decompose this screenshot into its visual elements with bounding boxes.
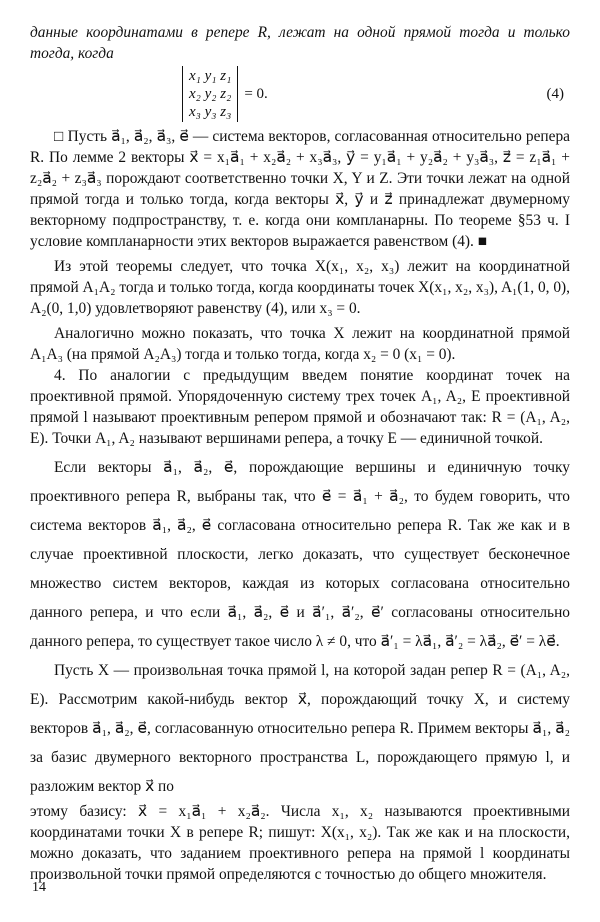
paragraph-coordinate-line: Из этой теоремы следует, что точка X(x₁, x₂, x₃) лежит на координатной прямой A₁A₂ тогда и только тогда, когда координаты точек X(x₁, x₂, x₃), A₁(1, 0, 0), A₂(0, 1,0) удовлетворяют равенству (4), или x₃ = 0. xyxy=(30,258,570,317)
proof-paragraph: □ Пусть a⃗₁, a⃗₂, a⃗₃, e⃗ — система векторов, согласованная относительно репера R. По лемме 2 векторы x⃗ = x₁a⃗₁ + x₂a⃗₂ + x₃a⃗₃, y⃗ = y₁a⃗₁ + y₂a⃗₂ + y₃a⃗₃, z⃗ = z₁a⃗₁ + z₂a⃗₂ + z₃a⃗₃ порождают соответственно точки X, Y и Z. Эти точки лежат на одной прямой тогда и только тогда, когда векторы x⃗, y⃗ и z⃗ принадлежат двумерному векторному подпространству, т. е. когда они компланарны. По теореме §53 ч. I условие компланарности этих векторов выражается равенством (4). ■ xyxy=(30,128,570,250)
determinant-equals-zero: = 0. xyxy=(244,85,268,102)
determinant-row-3: x₃ y₃ z₃ xyxy=(189,104,232,120)
paragraph-projective-frame: 4. По аналогии с предыдущим введем понятие координат точек на проективной прямой. Упорядоченную систему трех точек A₁, A₂, E проективной прямой l называют проективным репером прямой и обозначают так: R = (A₁, A₂, E). Точки A₁, A₂ называют вершинами репера, а точку E — единичной точкой. xyxy=(30,367,570,447)
equation-4 xyxy=(30,66,570,122)
paragraph-arbitrary-point: Пусть X — произвольная точка прямой l, на которой задан репер R = (A₁, A₂, E). Рассмотрим какой-нибудь вектор x⃗, порождающий точку X, и систему векторов a⃗₁, a⃗₂, e⃗, согласованную относительно репера R. Примем векторы a⃗₁, a⃗₂ за базис двумерного векторного пространства L, порождающего прямую l, и разложим вектор x⃗ по xyxy=(30,662,570,795)
determinant-row-1: x₁ y₁ z₁ xyxy=(189,68,232,84)
equation-number: (4) xyxy=(546,85,564,102)
page-body xyxy=(30,22,570,885)
determinant-expression xyxy=(182,66,268,122)
paragraph-consistent-vectors: Если векторы a⃗₁, a⃗₂, e⃗, порождающие вершины и единичную точку проективного репера R, выбраны так, что e⃗ = a⃗₁ + a⃗₂, то будем говорить, что система векторов a⃗₁, a⃗₂, e⃗ согласована относительно репера R. Так же как и в случае проективной плоскости, легко доказать, что существует бесконечное множество систем векторов, каждая из которых согласована относительно данного репера, и что если a⃗₁, a⃗₂, e⃗ и a⃗′₁, a⃗′₂, e⃗′ согласованы относительно данного репера, то существует такое число λ ≠ 0, что a⃗′₁ = λa⃗₁, a⃗′₂ = λa⃗₂, e⃗′ = λe⃗. xyxy=(30,459,570,650)
determinant-row-2: x₂ y₂ z₂ xyxy=(189,86,232,102)
theorem-statement-end: данные координатами в репере R, лежат на одной прямой тогда и только тогда, когда xyxy=(30,24,570,62)
paragraph-projective-coordinates: этому базису: x⃗ = x₁a⃗₁ + x₂a⃗₂. Числа x₁, x₂ называются проективными координатами точки X в репере R; пишут: X(x₁, x₂). Так же как и на плоскости, можно доказать, что заданием проективного репера на прямой l координаты произвольной точки прямой определяются с точностью до общего множителя. xyxy=(30,803,570,883)
paragraph-analogous: Аналогично можно показать, что точка X лежит на координатной прямой A₁A₃ (на прямой A₂A₃) тогда и только тогда, когда x₂ = 0 (x₁ = 0). xyxy=(30,325,570,363)
determinant-matrix xyxy=(182,66,238,122)
page-number: 14 xyxy=(32,880,46,895)
